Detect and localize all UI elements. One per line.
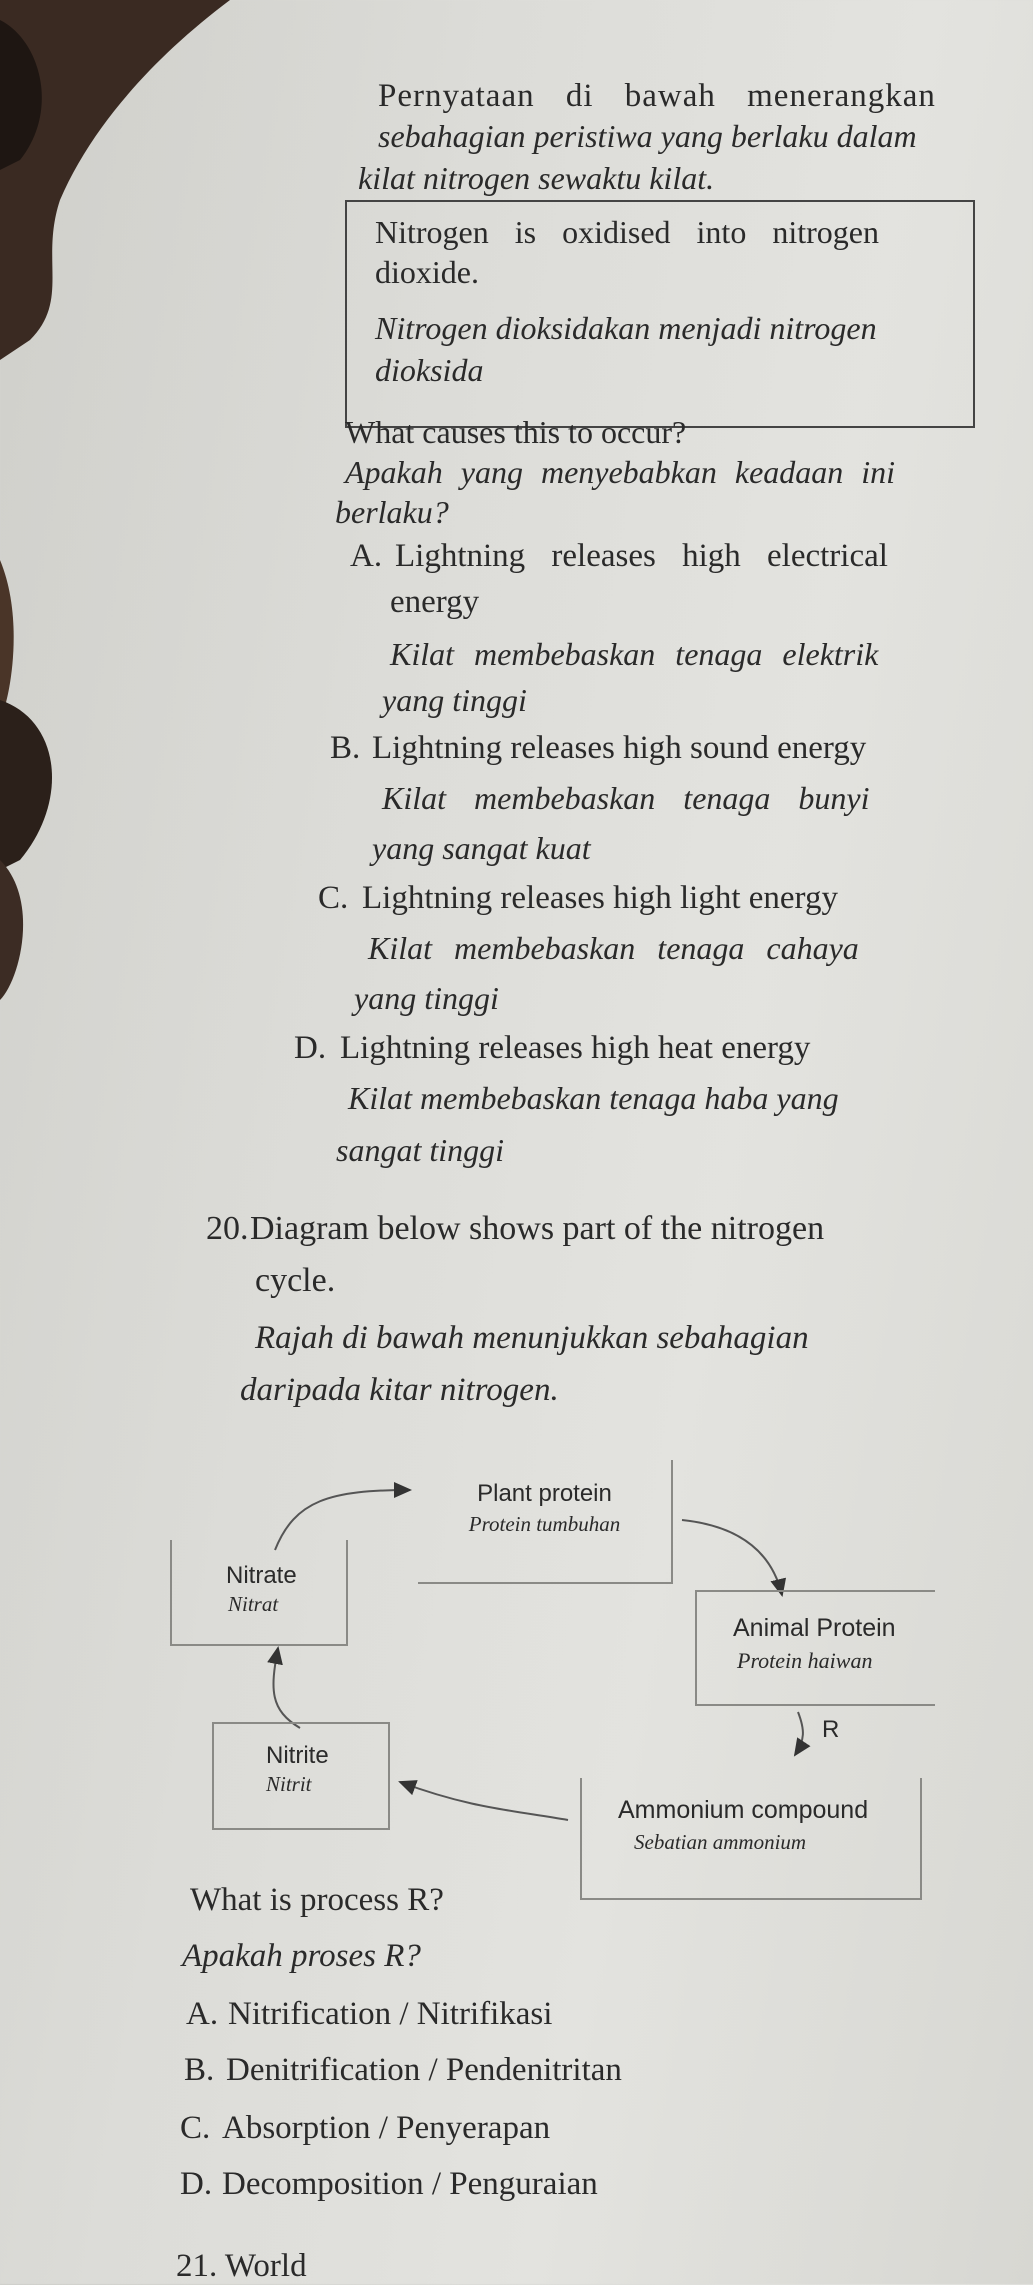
nitrite-label-ms: Nitrit — [266, 1772, 312, 1796]
option-ms-line-2: yang tinggi — [354, 980, 499, 1016]
statement-ms-line-1: Nitrogen dioksidakan menjadi nitrogen — [375, 310, 877, 346]
arrow-process-r — [795, 1712, 803, 1755]
option-ms-line-2: sangat tinggi — [336, 1132, 505, 1168]
option-text: Absorption / Penyerapan — [222, 2110, 551, 2146]
animal-protein-label: Animal Protein — [733, 1614, 896, 1642]
statement-en-line-1: Nitrogen is oxidised into nitrogen — [375, 214, 879, 250]
option-en-line-2: energy — [390, 584, 480, 620]
nitrate-label: Nitrate — [226, 1562, 297, 1589]
option-letter: B. — [184, 2052, 215, 2088]
q20-stem-en-1: Diagram below shows part of the nitrogen — [250, 1210, 825, 1247]
option-letter: C. — [180, 2110, 211, 2146]
option-ms-line-1: Kilat membebaskan tenaga cahaya — [368, 930, 859, 966]
q19-question-ms-1: Apakah yang menyebabkan keadaan ini — [345, 454, 896, 490]
nitrate-label-ms: Nitrat — [228, 1592, 279, 1616]
plant-protein-box — [418, 1460, 673, 1584]
plant-protein-label-ms: Protein tumbuhan — [468, 1512, 621, 1536]
intro-line-1: Pernyataan di bawah menerangkan — [378, 78, 936, 114]
statement-en-line-2: dioxide. — [375, 254, 479, 290]
q20-question-ms: Apakah proses R? — [182, 1938, 421, 1974]
option-text: Nitrification / Nitrifikasi — [228, 1996, 553, 2032]
nitrite-label: Nitrite — [266, 1742, 329, 1769]
ammonium-compound-box — [580, 1778, 922, 1900]
animal-protein-label-ms: Protein haiwan — [737, 1648, 873, 1673]
intro-line-3: kilat nitrogen sewaktu kilat. — [358, 160, 715, 196]
option-letter: D. — [180, 2166, 213, 2202]
q20-stem-ms-2: daripada kitar nitrogen. — [240, 1372, 559, 1408]
option-letter: C. — [318, 880, 349, 916]
option-ms-line-1: Kilat membebaskan tenaga elektrik — [390, 636, 879, 672]
q20-number: 20. — [206, 1210, 249, 1247]
arrow-ammonium-to-nitrite — [400, 1782, 568, 1820]
option-ms-line-1: Kilat membebaskan tenaga bunyi — [382, 780, 870, 816]
ammonium-label: Ammonium compound — [618, 1796, 869, 1824]
plant-protein-label: Plant protein — [477, 1480, 612, 1507]
q19-question-ms-2: berlaku? — [335, 494, 449, 530]
statement-ms-line-2: dioksida — [375, 352, 484, 388]
option-letter: A. — [350, 538, 383, 574]
next-question-fragment: 21. World — [176, 2248, 307, 2284]
option-letter: D. — [294, 1030, 327, 1066]
option-en-line-1: Lightning releases high sound energy — [372, 730, 867, 766]
option-text: Decomposition / Penguraian — [222, 2166, 598, 2202]
nitrate-box — [170, 1540, 348, 1646]
intro-line-2: sebahagian peristiwa yang berlaku dalam — [378, 118, 917, 154]
q20-stem-en-2: cycle. — [255, 1262, 336, 1299]
process-r-label: R — [822, 1716, 840, 1743]
q19-question-en: What causes this to occur? — [345, 414, 687, 450]
arrow-nitrite-to-nitrate — [273, 1648, 300, 1728]
q20-stem-ms-1: Rajah di bawah menunjukkan sebahagian — [255, 1320, 809, 1356]
arrow-plant-to-animal — [682, 1520, 782, 1595]
option-en-line-1: Lightning releases high light energy — [362, 880, 838, 916]
option-en-line-1: Lightning releases high electrical — [395, 538, 888, 574]
ammonium-label-ms: Sebatian ammonium — [634, 1830, 807, 1854]
option-ms-line-1: Kilat membebaskan tenaga haba yang — [348, 1080, 839, 1116]
option-ms-line-2: yang sangat kuat — [372, 830, 591, 866]
option-en-line-1: Lightning releases high heat energy — [340, 1030, 811, 1066]
animal-protein-box — [695, 1590, 935, 1706]
option-ms-line-2: yang tinggi — [382, 682, 527, 718]
option-text: Denitrification / Pendenitritan — [226, 2052, 622, 2088]
nitrite-box — [212, 1722, 390, 1830]
option-letter: B. — [330, 730, 361, 766]
option-letter: A. — [186, 1996, 219, 2032]
q20-question-en: What is process R? — [190, 1882, 444, 1918]
